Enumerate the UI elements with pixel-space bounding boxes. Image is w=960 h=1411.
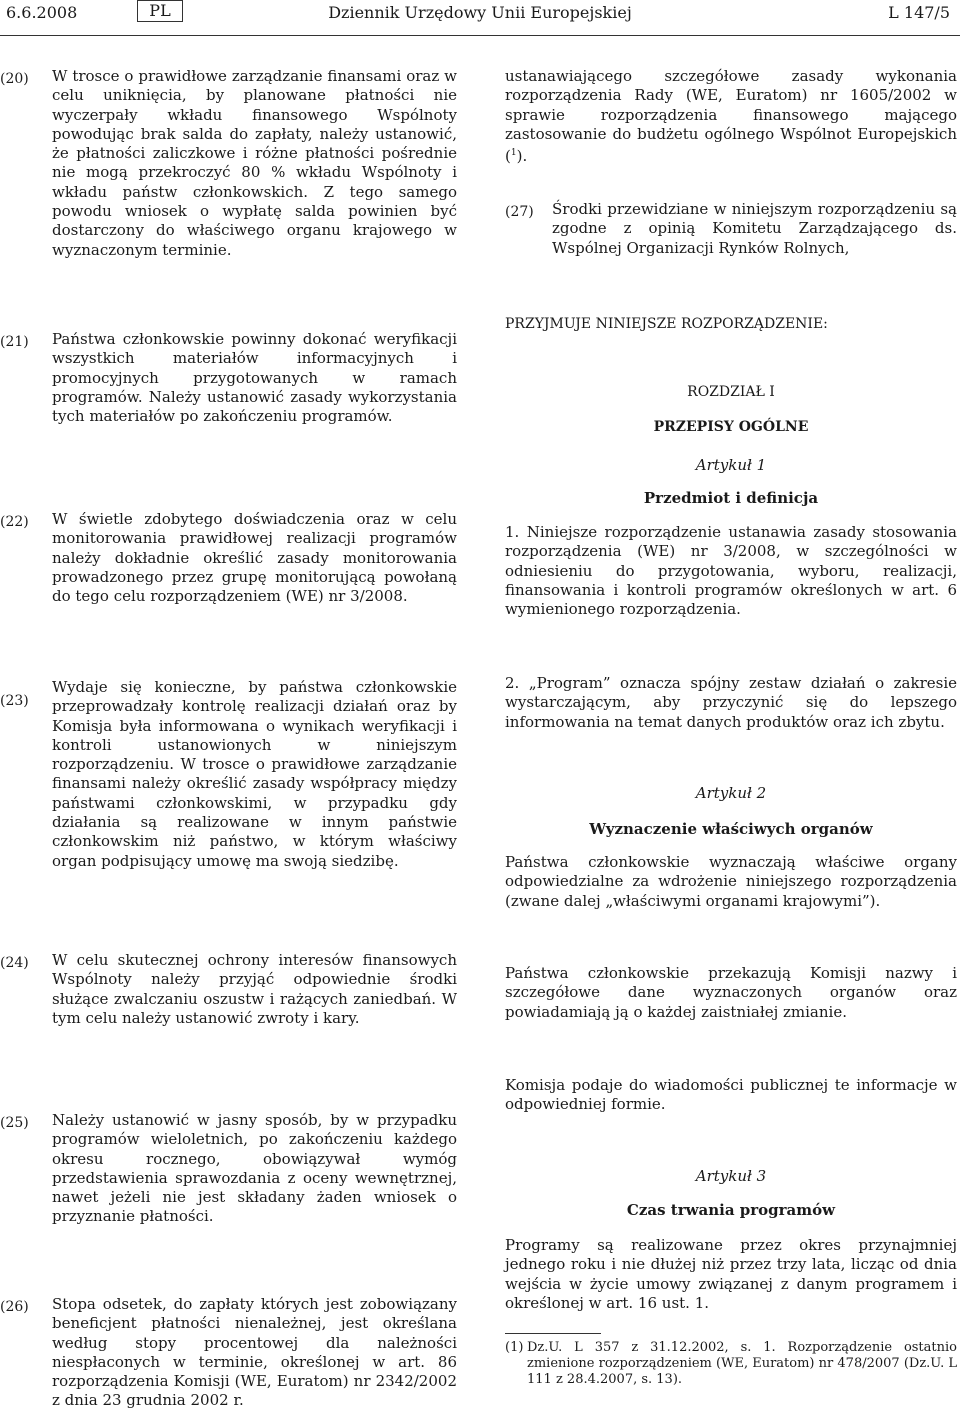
recital-text: Należy ustanowić w jasny sposób, by w przypadku programów wieloletnich, po zakończeniu każdego okresu rocznego, obowiązywał wymóg przedstawienia sprawozdania z oceny wewnętrznej, nawet jeżeli nie jest składany żaden wniosek o przyznanie płatności.: [52, 1111, 457, 1226]
article-2-paragraph-1: Państwa członkowskie wyznaczają właściwe organy odpowiedzialne za wdrożenie niniejszego rozporządzenia (zwane dalej „właściwymi organami krajowymi”).: [505, 853, 957, 910]
recital-number: (25): [0, 1115, 29, 1131]
article-1-paragraph-2: 2. „Program” oznacza spójny zestaw działań o zakresie wystarczającym, aby przyczynić się do lepszego informowania na temat danych produktów oraz ich zbytu.: [505, 674, 957, 731]
recital-text: W świetle zdobytego doświadczenia oraz w celu monitorowania prawidłowej realizacji programów należy dokładnie określić zasady monitorowania prowadzonego przez grupę monitorującą powołaną do tego celu rozporządzeniem (WE) nr 3/2008.: [52, 510, 457, 606]
page-reference: L 147/5: [888, 3, 950, 22]
recital-number: (24): [0, 955, 29, 971]
recital-text: W celu skutecznej ochrony interesów finansowych Wspólnoty należy przyjąć odpowiednie środki służące zwalczaniu oszustw i rażących zaniedbań. W tym celu należy ustanowić zwroty i kary.: [52, 951, 457, 1027]
article-2-paragraph-3: Komisja podaje do wiadomości publicznej te informacje w odpowiedniej formie.: [505, 1076, 957, 1114]
header-date: 6.6.2008: [6, 3, 78, 22]
article-3-heading: Artykuł 3: [695, 1167, 767, 1185]
page-header: [0, 0, 960, 36]
recital-number: (20): [0, 71, 29, 87]
article-3-paragraph-1: Programy są realizowane przez okres przynajmniej jednego roku i nie dłużej niż przez trzy lata, licząc od dnia wejścia w życie umowy związanej z danym programem i określonej w art. 16 ust. 1.: [505, 1236, 957, 1312]
chapter-number: ROZDZIAŁ I: [687, 384, 775, 400]
article-2-heading: Artykuł 2: [695, 784, 767, 802]
footnote-divider: [505, 1333, 601, 1334]
article-1-paragraph-1: 1. Niniejsze rozporządzenie ustanawia zasady stosowania rozporządzenia (WE) nr 3/2008, w szczególności w odniesieniu do przygotowania, wyboru, realizacji, finansowania i kontroli programów określonych w art. 6 wymienionego rozporządzenia.: [505, 523, 957, 619]
recital-number: (21): [0, 334, 29, 350]
recital-26-continuation: ustanawiającego szczegółowe zasady wykonania rozporządzenia Rady (WE, Euratom) nr 1605/2002 w sprawie rozporządzenia finansowego mającego zastosowanie do budżetu ogólnego Wspólnot Europejskich ($^1$).: [505, 67, 957, 166]
recital-number: (23): [0, 693, 29, 709]
header-divider: [0, 35, 960, 36]
article-1-heading: Artykuł 1: [695, 456, 767, 474]
recital-text: Wydaje się konieczne, by państwa członkowskie przeprowadzały kontrolę realizacji działań oraz by Komisja była informowana o wynikach weryfikacji i kontroli ustanowionych w niniejszym rozporządzeniu. W trosce o prawidłowe zarządzanie finansami należy określić zasady współpracy między państwami członkowskimi, w przypadku gdy działania są realizowane w innym państwie członkowskim niż państwo, w którym właściwy organ podpisujący umowę ma swoją siedzibę.: [52, 678, 457, 870]
recital-number: (27): [505, 204, 534, 220]
recital-number: (22): [0, 514, 29, 530]
footnote-ref: 1: [510, 148, 517, 159]
recital-text: W trosce o prawidłowe zarządzanie finansami oraz w celu uniknięcia, by planowane płatności nie wyczerpały wkładu finansowego Wspólnoty powodując brak salda do zapłaty, należy ustanowić, że płatności zaliczkowe i różne płatności pośrednie nie mogą przekroczyć 80 % wkładu Wspólnoty i wkładu państw członkowskich. Z tego samego powodu wniosek o wypłatę salda powinien być dostarczony do właściwego organu krajowego w wyznaczonym terminie.: [52, 67, 457, 259]
enacting-formula: PRZYJMUJE NINIEJSZE ROZPORZĄDZENIE:: [505, 316, 828, 332]
recital-text: Stopa odsetek, do zapłaty których jest zobowiązany beneficjent płatności nienależnej, jest określana według stopy procentowej dla należności niespłaconych w terminie, określonej w art. 86 rozporządzenia Komisji (WE, Euratom) nr 2342/2002 z dnia 23 grudnia 2002 r.: [52, 1295, 457, 1410]
footnote-text: Dz.U. L 357 z 31.12.2002, s. 1. Rozporządzenie ostatnio zmienione rozporządzeniem (WE, Euratom) nr 478/2007 (Dz.U. L 111 z 28.4.2007, s. 13).: [527, 1340, 957, 1387]
language-badge: PL: [137, 0, 183, 22]
article-2-paragraph-2: Państwa członkowskie przekazują Komisji nazwy i szczegółowe dane wyznaczonych organów oraz powiadamiają ją o każdej zaistniałej zmianie.: [505, 964, 957, 1021]
footnote-marker: (1): [505, 1340, 524, 1355]
article-1-title: Przedmiot i definicja: [643, 489, 819, 507]
article-2-title: Wyznaczenie właściwych organów: [589, 820, 873, 838]
journal-title: Dziennik Urzędowy Unii Europejskiej: [328, 3, 632, 22]
recital-text: Środki przewidziane w niniejszym rozporządzeniu są zgodne z opinią Komitetu Zarządzającego ds. Wspólnej Organizacji Rynków Rolnych,: [552, 200, 957, 257]
recital-text: Państwa członkowskie powinny dokonać weryfikacji wszystkich materiałów informacyjnych i promocyjnych przygotowanych w ramach programów. Należy ustanowić zasady wykorzystania tych materiałów po zakończeniu programów.: [52, 330, 457, 426]
recital-number: (26): [0, 1299, 29, 1315]
article-3-title: Czas trwania programów: [626, 1201, 836, 1219]
chapter-title: PRZEPISY OGÓLNE: [653, 419, 809, 435]
